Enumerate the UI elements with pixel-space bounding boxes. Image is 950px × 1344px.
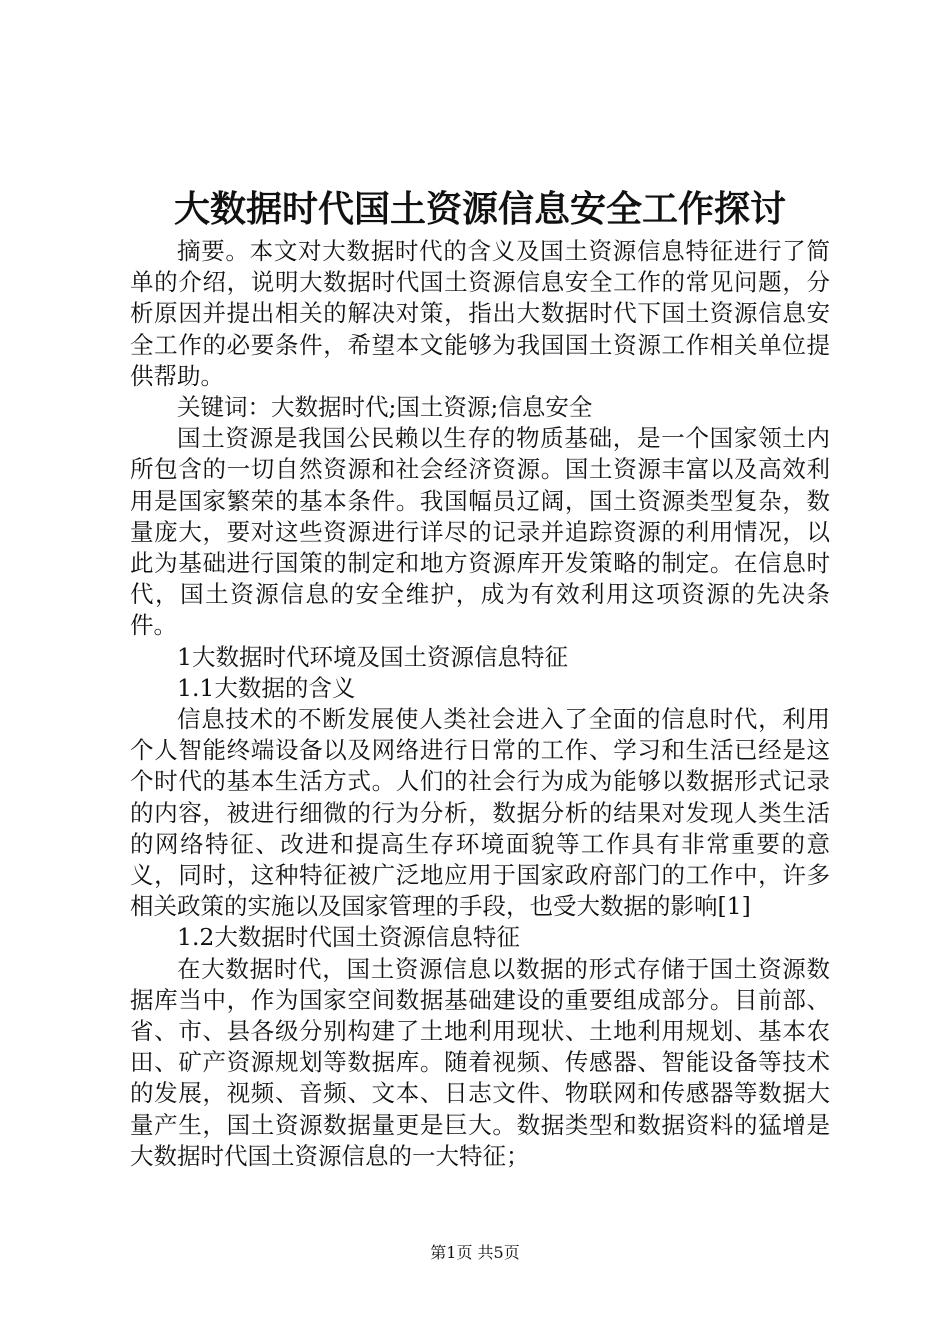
- document-body: [130, 236, 830, 1172]
- page-footer: 第1页 共5页: [430, 1243, 520, 1262]
- intro-paragraph: 国土资源是我国公民赖以生存的物质基础，是一个国家领土内所包含的一切自然资源和社会经济资源。国土资源丰富以及高效利用是国家繁荣的基本条件。我国幅员辽阔，国土资源类型复杂，数量庞大，要对这些资源进行详尽的记录并追踪资源的利用情况，以此为基础进行国策的制定和地方资源库开发策略的制定。在信息时代，国土资源信息的安全维护，成为有效利用这项资源的先决条件。: [130, 424, 830, 640]
- keywords-paragraph: 关键词：大数据时代;国土资源;信息安全: [177, 393, 593, 422]
- section-heading: 1大数据时代环境及国土资源信息特征: [177, 642, 568, 671]
- subsection-heading: 1.2大数据时代国土资源信息特征: [177, 923, 520, 952]
- body-paragraph: 在大数据时代，国土资源信息以数据的形式存储于国土资源数据库当中，作为国家空间数据基础建设的重要组成部分。目前部、省、市、县各级分别构建了土地利用现状、土地利用规划、基本农田、矿产资源规划等数据库。随着视频、传感器、智能设备等技术的发展，视频、音频、文本、日志文件、物联网和传感器等数据大量产生，国土资源数据量更是巨大。数据类型和数据资料的猛增是大数据时代国土资源信息的一大特征；: [130, 954, 830, 1170]
- subsection-heading: 1.1大数据的含义: [177, 673, 356, 702]
- document-title: 大数据时代国土资源信息安全工作探讨: [173, 188, 786, 230]
- abstract-paragraph: 摘要。本文对大数据时代的含义及国土资源信息特征进行了简单的介绍，说明大数据时代国土资源信息安全工作的常见问题，分析原因并提出相关的解决对策，指出大数据时代下国土资源信息安全工作的必要条件，希望本文能够为我国国土资源工作相关单位提供帮助。: [130, 237, 830, 390]
- body-paragraph: 信息技术的不断发展使人类社会进入了全面的信息时代，利用个人智能终端设备以及网络进行日常的工作、学习和生活已经是这个时代的基本生活方式。人们的社会行为成为能够以数据形式记录的内容，被进行细微的行为分析，数据分析的结果对发现人类生活的网络特征、改进和提高生存环境面貌等工作具有非常重要的意义，同时，这种特征被广泛地应用于国家政府部门的工作中，许多相关政策的实施以及国家管理的手段，也受大数据的影响[1]: [130, 705, 830, 921]
